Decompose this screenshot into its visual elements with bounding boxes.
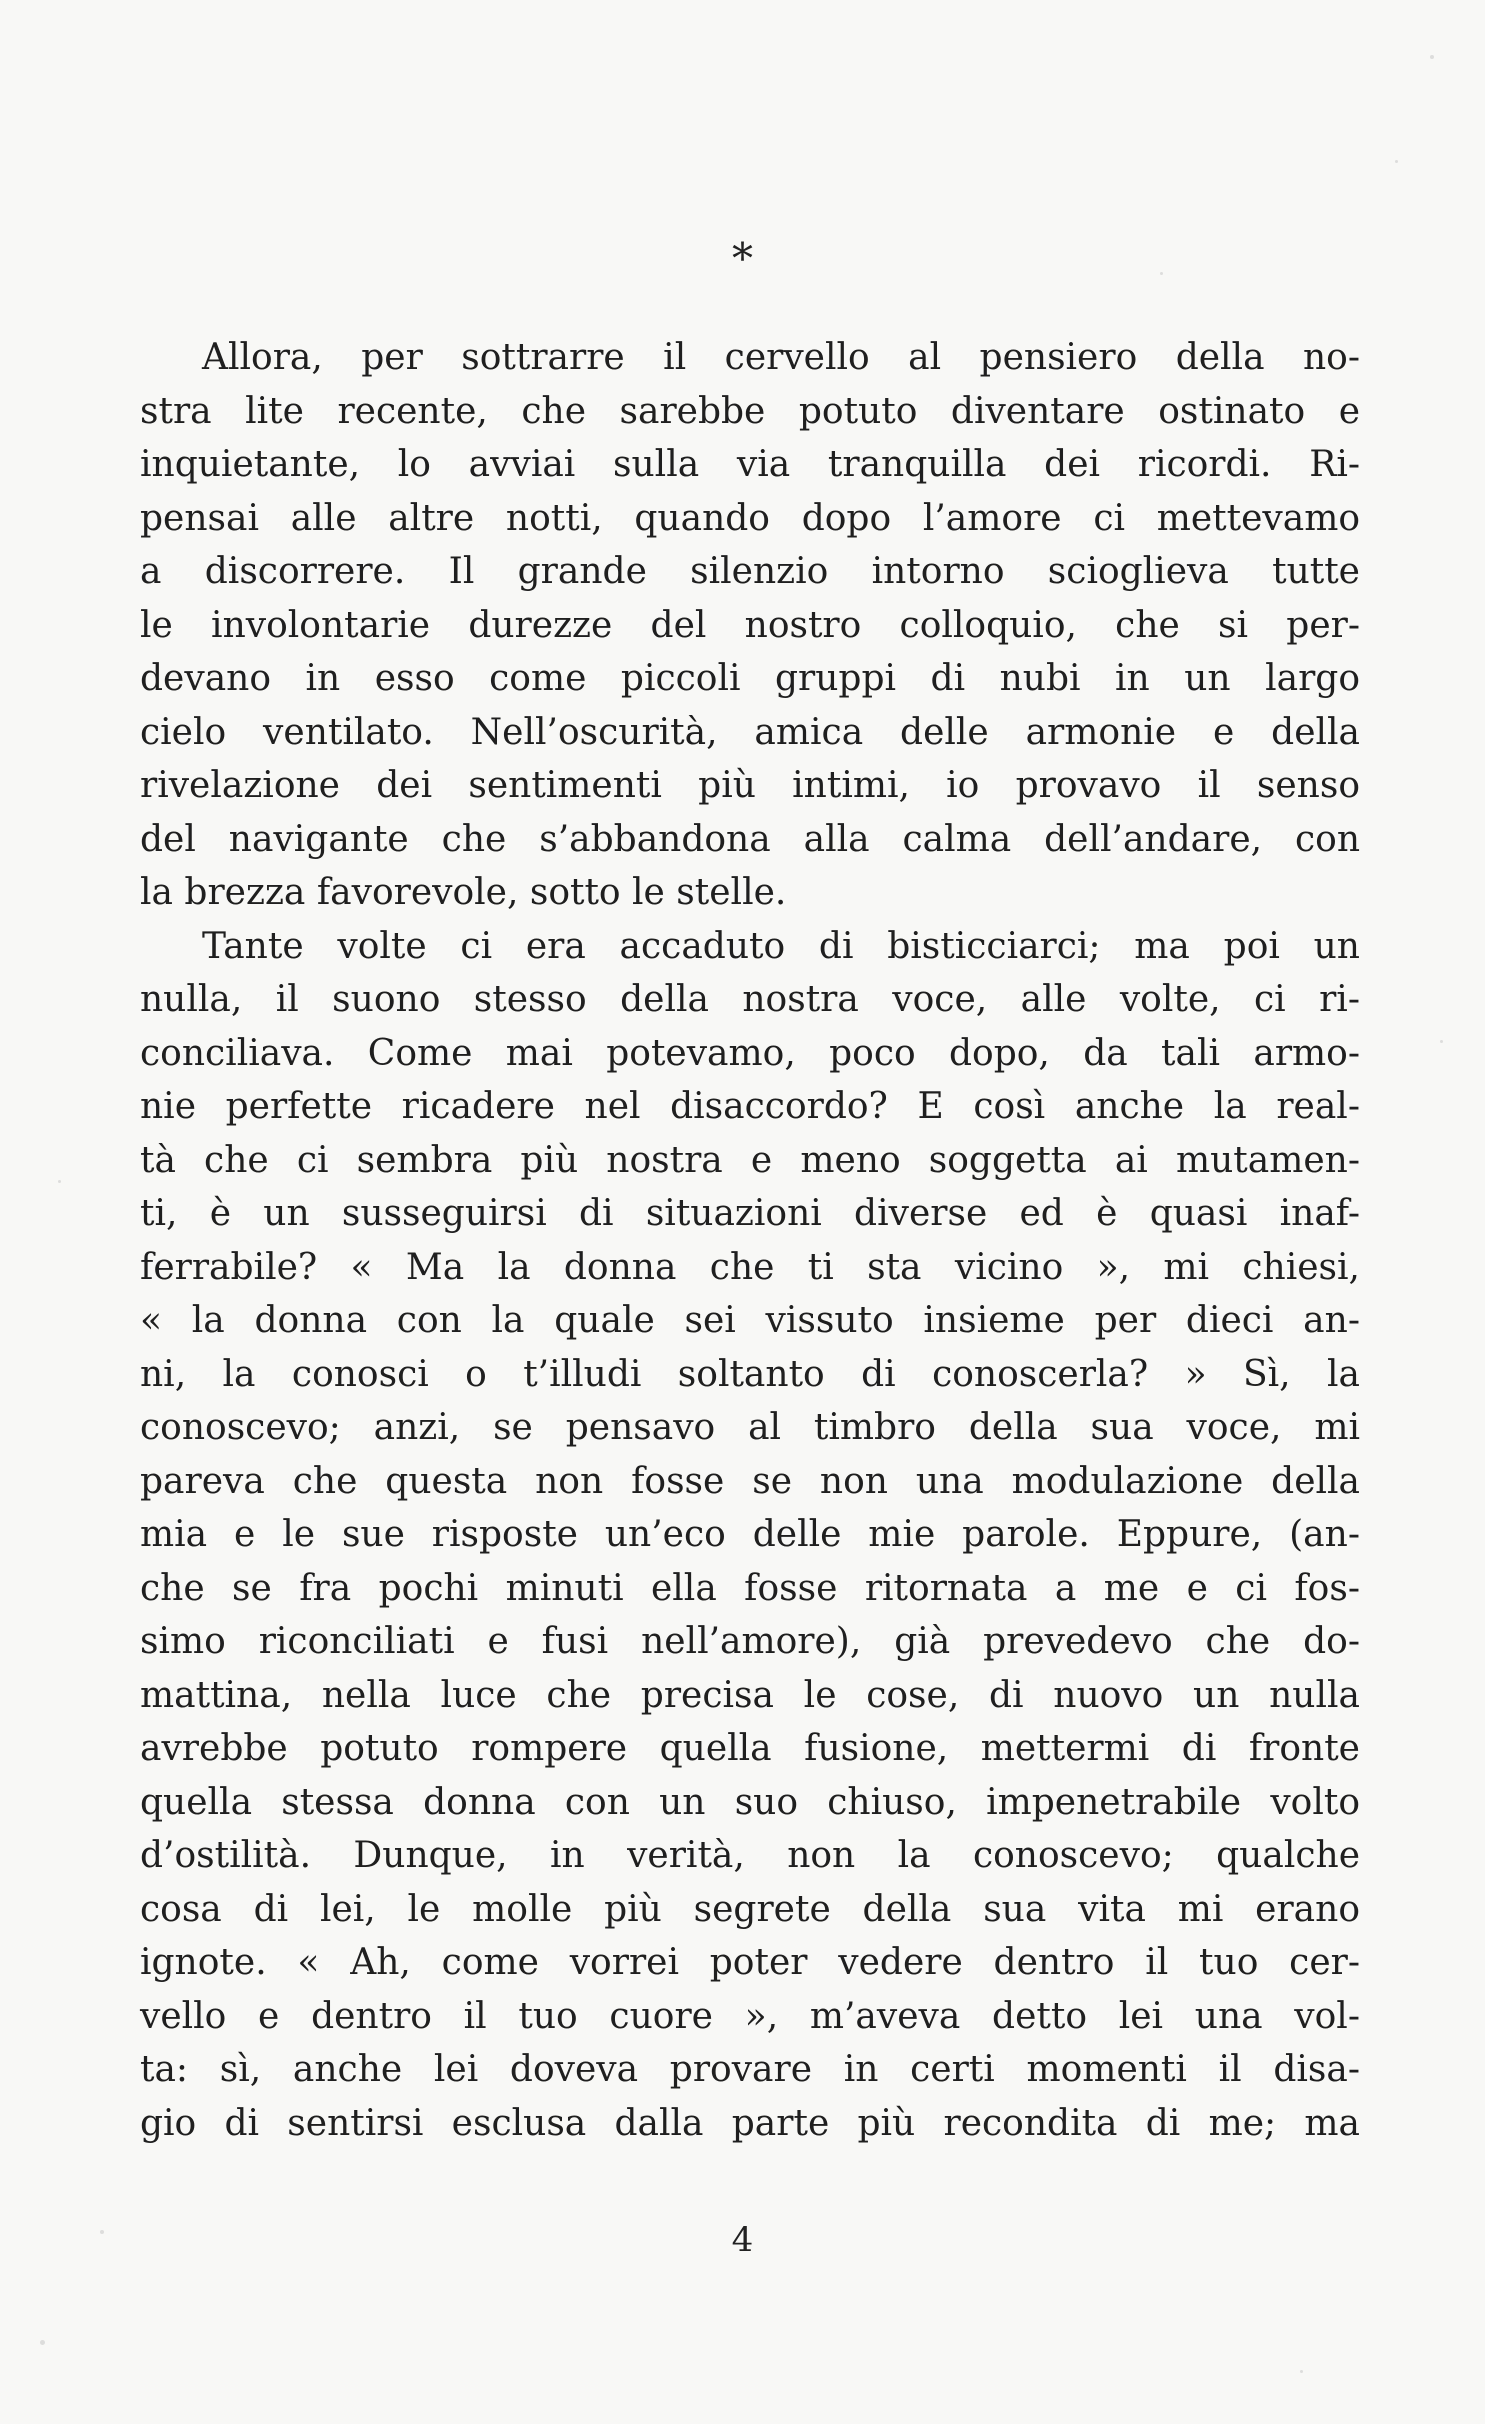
text-line: del navigante che s’abbandona alla calma dell’andare, con [140, 818, 1360, 860]
text-line: che se fra pochi minuti ella fosse ritornata a me e ci fos- [140, 1567, 1360, 1609]
text-line: mia e le sue risposte un’eco delle mie parole. Eppure, (an- [140, 1514, 1360, 1555]
text-line: le involontarie durezze del nostro colloquio, che si per- [140, 604, 1360, 646]
text-line: d’ostilità. Dunque, in verità, non la conoscevo; qualche [140, 1835, 1360, 1876]
text-line: cielo ventilato. Nell’oscurità, amica delle armonie e della [140, 711, 1360, 753]
text-line: ni, la conosci o t’illudi soltanto di conoscerla? » Sì, la [140, 1353, 1360, 1395]
text-line: Tante volte ci era accaduto di bisticciarci; ma poi un [202, 925, 1360, 967]
text-line: simo riconciliati e fusi nell’amore), già prevedevo che do- [140, 1621, 1360, 1662]
text-line: cosa di lei, le molle più segrete della sua vita mi erano [140, 1888, 1360, 1930]
text-line: a discorrere. Il grande silenzio intorno scioglieva tutte [140, 551, 1360, 592]
text-line: conciliava. Come mai potevamo, poco dopo, da tali armo- [140, 1032, 1360, 1074]
text-line: tà che ci sembra più nostra e meno soggetta ai mutamen- [140, 1139, 1360, 1181]
text-line: vello e dentro il tuo cuore », m’aveva detto lei una vol- [140, 1995, 1360, 2037]
text-line: nie perfette ricadere nel disaccordo? E così anche la real- [140, 1086, 1360, 1127]
section-marker: * [732, 234, 753, 283]
paragraph-2 [140, 920, 1360, 2151]
text-line: rivelazione dei sentimenti più intimi, io provavo il senso [140, 765, 1360, 806]
text-line: ta: sì, anche lei doveva provare in certi momenti il disa- [140, 2049, 1360, 2090]
page-number: 4 [731, 2220, 754, 2260]
text-line: conoscevo; anzi, se pensavo al timbro della sua voce, mi [140, 1407, 1360, 1448]
text-line: inquietante, lo avviai sulla via tranquilla dei ricordi. Ri- [140, 444, 1360, 485]
text-line: gio di sentirsi esclusa dalla parte più recondita di me; ma [140, 2102, 1360, 2144]
text-line: la brezza favorevole, sotto le stelle. [140, 872, 787, 913]
text-line: pareva che questa non fosse se non una modulazione della [140, 1460, 1360, 1502]
text-line: avrebbe potuto rompere quella fusione, mettermi di fronte [140, 1728, 1360, 1769]
text-line: devano in esso come piccoli gruppi di nubi in un largo [140, 658, 1360, 699]
text-line: nulla, il suono stesso della nostra voce, alle volte, ci ri- [140, 979, 1360, 1020]
text-line: Allora, per sottrarre il cervello al pensiero della no- [202, 337, 1360, 378]
text-line: ti, è un susseguirsi di situazioni diverse ed è quasi inaf- [140, 1193, 1360, 1234]
text-line: ferrabile? « Ma la donna che ti sta vicino », mi chiesi, [140, 1246, 1360, 1288]
paragraph-1 [140, 331, 1360, 920]
text-line: stra lite recente, che sarebbe potuto diventare ostinato e [140, 390, 1360, 432]
body-text [140, 331, 1360, 2150]
text-line: pensai alle altre notti, quando dopo l’amore ci mettevamo [140, 497, 1360, 539]
text-line: ignote. « Ah, come vorrei poter vedere dentro il tuo cer- [140, 1942, 1360, 1983]
text-line: « la donna con la quale sei vissuto insieme per dieci an- [140, 1300, 1360, 1341]
text-line: quella stessa donna con un suo chiuso, impenetrabile volto [140, 1781, 1360, 1823]
text-line: mattina, nella luce che precisa le cose, di nuovo un nulla [140, 1674, 1360, 1716]
